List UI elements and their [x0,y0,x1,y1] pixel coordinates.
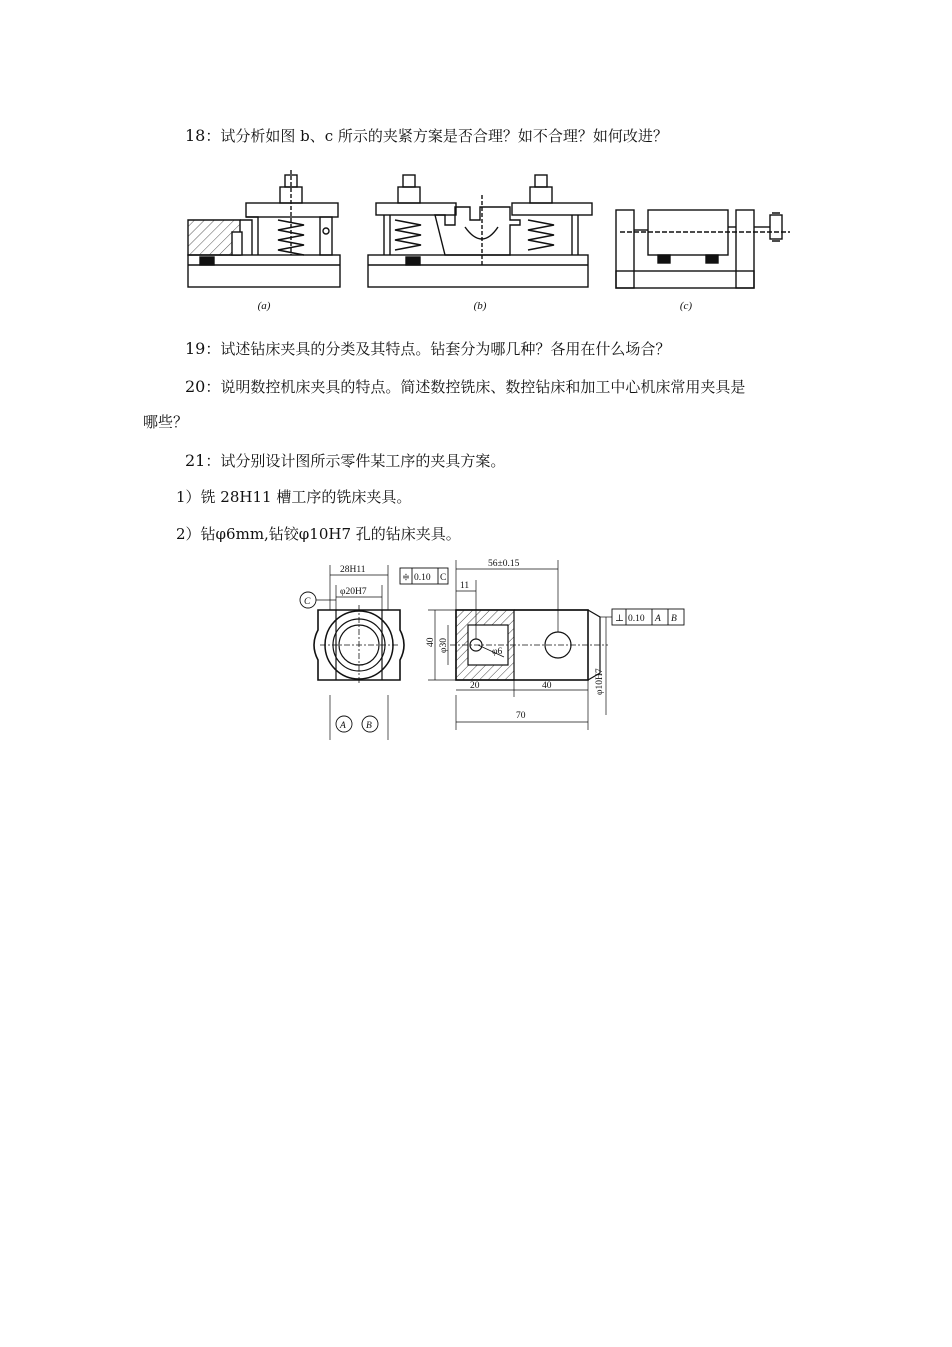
question-separator: ： [205,340,221,358]
question-text: 试述钻床夹具的分类及其特点。钻套分为哪几种？各用在什么场合？ [220,340,671,358]
question-separator: ： [205,452,221,470]
question-text: 试分别设计图所示零件某工序的夹具方案。 [220,452,506,470]
question-21-item-2: 2）钻φ6mm,钻铰φ10H7 孔的钻床夹具。 [176,525,461,543]
dim-20: 20 [470,681,480,691]
question-19 [185,339,670,359]
dim-phi20h7: φ20H7 [340,587,367,597]
scheme-b-drawing [368,175,592,287]
datum-a: A [340,721,346,731]
part-drawing-figure [290,555,700,745]
tol-perp-symbol: ⊥ [615,614,624,624]
question-number: 20 [185,377,206,396]
tol-symmetry-datum: C [440,573,447,583]
scheme-c-drawing [616,210,790,288]
question-number: 19 [185,339,206,358]
question-number: 18 [185,126,206,145]
dim-70: 70 [516,711,526,721]
tol-perp-datum-b: B [671,614,677,624]
datum-b: B [366,721,372,731]
question-separator: ： [205,378,221,396]
question-number: 21 [185,451,206,470]
scheme-a-label: (a) [257,300,271,312]
dim-40-vertical: 40 [426,637,436,647]
question-text: 说明数控机床夹具的特点。简述数控铣床、数控钻床和加工中心机床常用夹具是 [220,378,746,396]
dim-phi10h7: φ10H7 [595,668,605,695]
dim-11: 11 [460,581,470,591]
tol-perp-datum-a: A [655,614,661,624]
question-18 [185,126,668,146]
question-separator: ： [205,127,221,145]
scheme-a-drawing [188,170,340,287]
scheme-c-label: (c) [679,300,693,312]
datum-c: C [304,597,311,607]
tol-symmetry-symbol: ≑ [402,573,410,583]
dim-56: 56±0.15 [488,559,520,569]
tol-symmetry-value: 0.10 [414,573,431,583]
tol-perp-value: 0.10 [628,614,645,624]
dim-phi30: φ30 [439,638,449,653]
scheme-b-label: (b) [473,300,487,312]
question-20-continuation: 哪些？ [143,413,189,431]
question-20 [185,377,745,397]
clamping-schemes-figure [180,165,800,315]
question-21 [185,451,505,471]
question-21-item-1: 1）铣 28H11 槽工序的铣床夹具。 [176,488,412,506]
dim-40-horizontal: 40 [542,681,552,691]
question-text: 试分析如图 b、c 所示的夹紧方案是否合理？如不合理？如何改进？ [220,127,668,145]
dim-phi6: φ6 [492,647,503,657]
dim-28h11: 28H11 [340,565,366,575]
